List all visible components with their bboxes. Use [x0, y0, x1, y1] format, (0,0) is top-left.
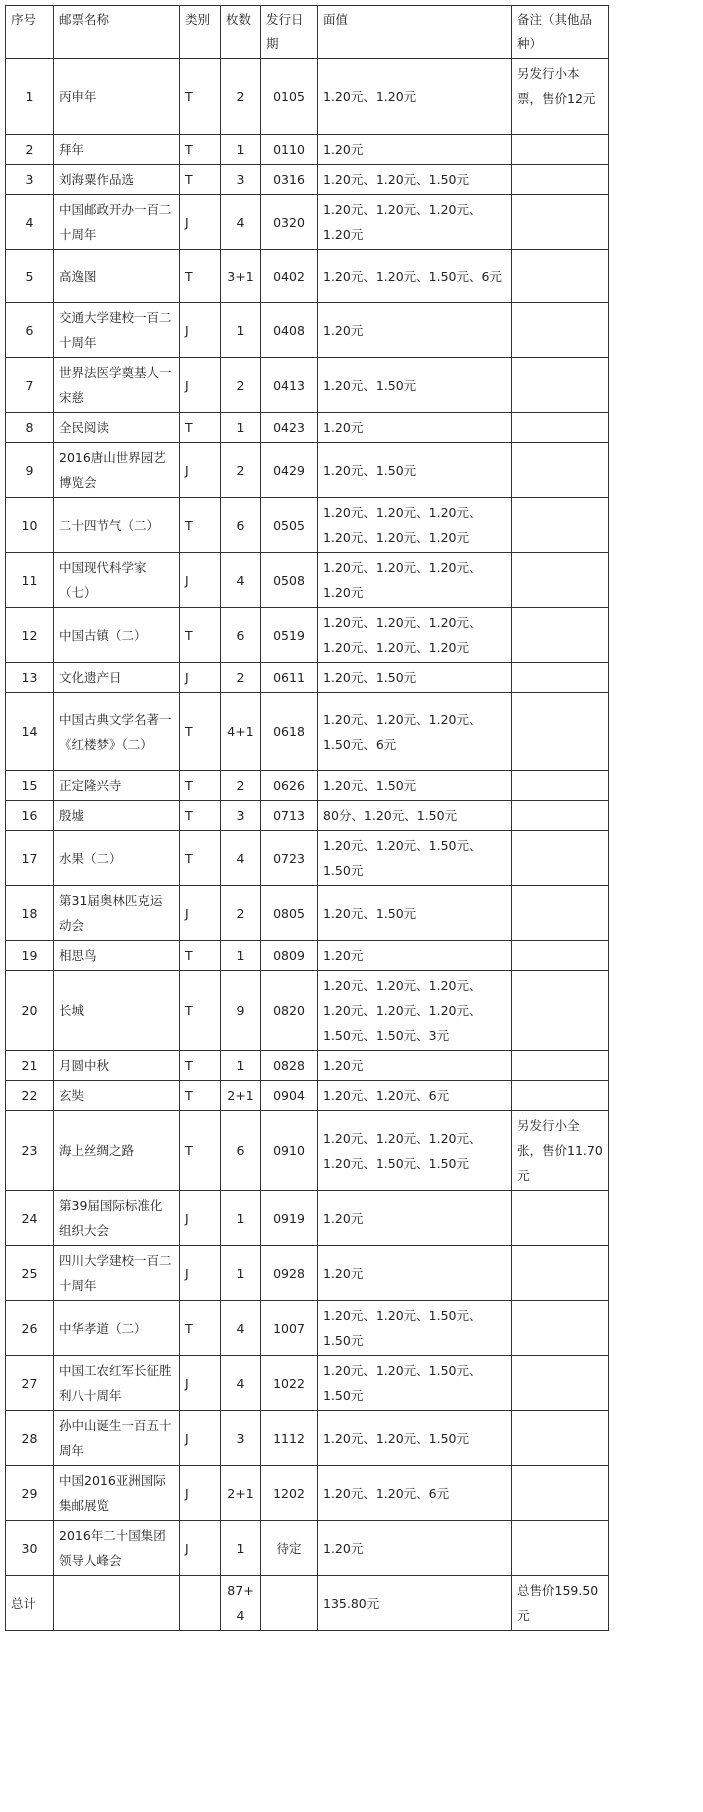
cell-type: T	[180, 250, 221, 303]
cell-name: 正定隆兴寺	[54, 771, 180, 801]
cell-count: 3+1	[221, 250, 261, 303]
cell-seq: 5	[6, 250, 54, 303]
total-label: 总计	[6, 1576, 54, 1631]
cell-note	[512, 771, 609, 801]
cell-note	[512, 358, 609, 413]
table-row	[6, 886, 609, 941]
cell-face: 1.20元、1.50元	[318, 886, 512, 941]
cell-note: 另发行小全张，售价11.70元	[512, 1111, 609, 1191]
cell-date: 0316	[261, 165, 318, 195]
cell-name: 2016年二十国集团领导人峰会	[54, 1521, 180, 1576]
cell-name: 中国工农红军长征胜利八十周年	[54, 1356, 180, 1411]
cell-face: 1.20元、1.20元、1.50元、6元	[318, 250, 512, 303]
cell-count: 9	[221, 971, 261, 1051]
cell-type: T	[180, 941, 221, 971]
cell-note	[512, 608, 609, 663]
cell-type: T	[180, 165, 221, 195]
total-date	[261, 1576, 318, 1631]
cell-note	[512, 1466, 609, 1521]
cell-face: 1.20元、1.20元、1.20元、1.20元、1.50元、1.50元	[318, 1111, 512, 1191]
cell-seq: 26	[6, 1301, 54, 1356]
table-row	[6, 303, 609, 358]
cell-date: 0105	[261, 59, 318, 135]
cell-face: 1.20元、1.20元、1.20元、1.20元、1.20元、1.20元、1.50元、1.50元、3元	[318, 971, 512, 1051]
cell-date: 0402	[261, 250, 318, 303]
cell-face: 1.20元	[318, 1191, 512, 1246]
table-row	[6, 771, 609, 801]
cell-type: T	[180, 1051, 221, 1081]
cell-seq: 7	[6, 358, 54, 413]
cell-note	[512, 165, 609, 195]
cell-name: 海上丝绸之路	[54, 1111, 180, 1191]
cell-note	[512, 886, 609, 941]
cell-name: 月圆中秋	[54, 1051, 180, 1081]
cell-seq: 8	[6, 413, 54, 443]
cell-type: T	[180, 498, 221, 553]
cell-type: T	[180, 1081, 221, 1111]
cell-date: 1112	[261, 1411, 318, 1466]
cell-name: 中国邮政开办一百二十周年	[54, 195, 180, 250]
cell-seq: 30	[6, 1521, 54, 1576]
table-row	[6, 971, 609, 1051]
table-row	[6, 165, 609, 195]
cell-type: J	[180, 1191, 221, 1246]
table-row	[6, 1191, 609, 1246]
cell-name: 第39届国际标准化组织大会	[54, 1191, 180, 1246]
cell-date: 0519	[261, 608, 318, 663]
cell-seq: 27	[6, 1356, 54, 1411]
cell-count: 3	[221, 1411, 261, 1466]
cell-face: 1.20元、1.20元、1.50元	[318, 1411, 512, 1466]
cell-seq: 1	[6, 59, 54, 135]
cell-note	[512, 443, 609, 498]
cell-count: 2	[221, 663, 261, 693]
cell-name: 第31届奥林匹克运动会	[54, 886, 180, 941]
cell-date: 0505	[261, 498, 318, 553]
cell-face: 1.20元	[318, 413, 512, 443]
cell-face: 1.20元、1.20元、1.20元、1.20元、1.20元、1.20元	[318, 498, 512, 553]
cell-seq: 16	[6, 801, 54, 831]
total-name	[54, 1576, 180, 1631]
cell-name: 水果（二）	[54, 831, 180, 886]
cell-seq: 21	[6, 1051, 54, 1081]
cell-count: 1	[221, 303, 261, 358]
cell-type: T	[180, 1301, 221, 1356]
cell-face: 1.20元、1.20元、1.20元、1.50元、6元	[318, 693, 512, 771]
cell-face: 1.20元、1.50元	[318, 358, 512, 413]
cell-date: 0413	[261, 358, 318, 413]
table-row	[6, 801, 609, 831]
table-row	[6, 1301, 609, 1356]
cell-face: 1.20元、1.20元、6元	[318, 1081, 512, 1111]
cell-seq: 18	[6, 886, 54, 941]
cell-type: J	[180, 443, 221, 498]
cell-name: 殷墟	[54, 801, 180, 831]
table-row	[6, 1466, 609, 1521]
cell-name: 四川大学建校一百二十周年	[54, 1246, 180, 1301]
header-seq: 序号	[6, 6, 54, 59]
table-row	[6, 498, 609, 553]
cell-face: 1.20元、1.20元、1.20元、1.20元、1.20元、1.20元	[318, 608, 512, 663]
cell-count: 1	[221, 413, 261, 443]
cell-count: 2	[221, 443, 261, 498]
total-count: 87+4	[221, 1576, 261, 1631]
cell-count: 3	[221, 165, 261, 195]
cell-note	[512, 971, 609, 1051]
cell-date: 0828	[261, 1051, 318, 1081]
cell-name: 中华孝道（二）	[54, 1301, 180, 1356]
cell-type: J	[180, 303, 221, 358]
cell-date: 0910	[261, 1111, 318, 1191]
cell-note	[512, 413, 609, 443]
table-body	[6, 59, 609, 1576]
cell-face: 1.20元、1.20元、1.50元、1.50元	[318, 1356, 512, 1411]
cell-name: 拜年	[54, 135, 180, 165]
cell-face: 1.20元、1.50元	[318, 443, 512, 498]
cell-count: 2	[221, 358, 261, 413]
cell-type: T	[180, 59, 221, 135]
total-row	[6, 1576, 609, 1631]
cell-type: T	[180, 693, 221, 771]
cell-count: 2+1	[221, 1081, 261, 1111]
cell-count: 6	[221, 608, 261, 663]
cell-note	[512, 801, 609, 831]
table-row	[6, 693, 609, 771]
cell-type: T	[180, 971, 221, 1051]
table-row	[6, 1081, 609, 1111]
cell-name: 孙中山诞生一百五十周年	[54, 1411, 180, 1466]
table-row	[6, 1111, 609, 1191]
cell-type: T	[180, 831, 221, 886]
cell-seq: 9	[6, 443, 54, 498]
table-row	[6, 195, 609, 250]
cell-note	[512, 303, 609, 358]
cell-seq: 11	[6, 553, 54, 608]
cell-date: 0723	[261, 831, 318, 886]
cell-name: 交通大学建校一百二十周年	[54, 303, 180, 358]
cell-count: 4+1	[221, 693, 261, 771]
cell-count: 1	[221, 1051, 261, 1081]
table-row	[6, 608, 609, 663]
total-type	[180, 1576, 221, 1631]
cell-name: 中国古镇（二）	[54, 608, 180, 663]
table-row	[6, 135, 609, 165]
cell-name: 中国2016亚洲国际集邮展览	[54, 1466, 180, 1521]
cell-face: 1.20元	[318, 1246, 512, 1301]
cell-type: J	[180, 195, 221, 250]
cell-note	[512, 1411, 609, 1466]
cell-count: 2+1	[221, 1466, 261, 1521]
cell-date: 0320	[261, 195, 318, 250]
cell-face: 1.20元	[318, 941, 512, 971]
cell-name: 丙申年	[54, 59, 180, 135]
cell-note	[512, 1081, 609, 1111]
cell-face: 1.20元	[318, 1521, 512, 1576]
cell-name: 世界法医学奠基人一宋慈	[54, 358, 180, 413]
cell-date: 1202	[261, 1466, 318, 1521]
cell-face: 1.20元、1.50元	[318, 771, 512, 801]
cell-seq: 6	[6, 303, 54, 358]
cell-face: 1.20元、1.20元、1.50元、1.50元	[318, 831, 512, 886]
cell-type: T	[180, 771, 221, 801]
stamp-issue-table	[5, 5, 609, 1631]
cell-note	[512, 1301, 609, 1356]
cell-type: J	[180, 886, 221, 941]
cell-date: 0805	[261, 886, 318, 941]
cell-date: 0508	[261, 553, 318, 608]
cell-seq: 15	[6, 771, 54, 801]
cell-type: T	[180, 1111, 221, 1191]
cell-seq: 28	[6, 1411, 54, 1466]
cell-seq: 25	[6, 1246, 54, 1301]
cell-seq: 24	[6, 1191, 54, 1246]
cell-seq: 22	[6, 1081, 54, 1111]
cell-date: 0809	[261, 941, 318, 971]
cell-count: 2	[221, 771, 261, 801]
cell-name: 长城	[54, 971, 180, 1051]
table-row	[6, 358, 609, 413]
cell-seq: 2	[6, 135, 54, 165]
cell-face: 1.20元、1.20元、1.20元、1.20元	[318, 553, 512, 608]
table-row	[6, 553, 609, 608]
header-type: 类别	[180, 6, 221, 59]
cell-seq: 20	[6, 971, 54, 1051]
cell-type: T	[180, 608, 221, 663]
cell-face: 80分、1.20元、1.50元	[318, 801, 512, 831]
cell-name: 二十四节气（二）	[54, 498, 180, 553]
total-note: 总售价159.50元	[512, 1576, 609, 1631]
cell-seq: 4	[6, 195, 54, 250]
cell-face: 1.20元、1.20元、1.50元	[318, 165, 512, 195]
cell-name: 2016唐山世界园艺博览会	[54, 443, 180, 498]
cell-type: J	[180, 358, 221, 413]
cell-date: 0408	[261, 303, 318, 358]
table-row	[6, 663, 609, 693]
header-row	[6, 6, 609, 59]
cell-count: 1	[221, 1246, 261, 1301]
cell-note	[512, 135, 609, 165]
table-row	[6, 1521, 609, 1576]
cell-name: 玄奘	[54, 1081, 180, 1111]
table-row	[6, 1246, 609, 1301]
total-face: 135.80元	[318, 1576, 512, 1631]
cell-date: 0626	[261, 771, 318, 801]
table-row	[6, 1356, 609, 1411]
cell-note	[512, 498, 609, 553]
cell-face: 1.20元、1.50元	[318, 663, 512, 693]
table-row	[6, 831, 609, 886]
cell-face: 1.20元、1.20元、1.50元、1.50元	[318, 1301, 512, 1356]
cell-type: J	[180, 663, 221, 693]
cell-date: 0919	[261, 1191, 318, 1246]
cell-face: 1.20元	[318, 303, 512, 358]
cell-seq: 19	[6, 941, 54, 971]
cell-note	[512, 941, 609, 971]
cell-count: 6	[221, 1111, 261, 1191]
cell-seq: 14	[6, 693, 54, 771]
cell-count: 1	[221, 941, 261, 971]
table-row	[6, 59, 609, 135]
cell-date: 1007	[261, 1301, 318, 1356]
cell-note	[512, 195, 609, 250]
cell-date: 0713	[261, 801, 318, 831]
cell-count: 1	[221, 135, 261, 165]
cell-count: 4	[221, 195, 261, 250]
cell-date: 1022	[261, 1356, 318, 1411]
cell-type: J	[180, 1411, 221, 1466]
cell-date: 0423	[261, 413, 318, 443]
table-row	[6, 443, 609, 498]
cell-type: J	[180, 1356, 221, 1411]
table-row	[6, 941, 609, 971]
cell-type: J	[180, 1521, 221, 1576]
cell-seq: 10	[6, 498, 54, 553]
cell-note	[512, 663, 609, 693]
cell-note	[512, 1246, 609, 1301]
table-row	[6, 1411, 609, 1466]
cell-face: 1.20元、1.20元	[318, 59, 512, 135]
cell-note: 另发行小本票，售价12元	[512, 59, 609, 135]
header-name: 邮票名称	[54, 6, 180, 59]
cell-date: 0429	[261, 443, 318, 498]
cell-type: T	[180, 135, 221, 165]
cell-name: 相思鸟	[54, 941, 180, 971]
cell-date: 0904	[261, 1081, 318, 1111]
table-row	[6, 250, 609, 303]
cell-count: 2	[221, 886, 261, 941]
cell-seq: 17	[6, 831, 54, 886]
cell-type: T	[180, 413, 221, 443]
cell-note	[512, 831, 609, 886]
cell-name: 高逸图	[54, 250, 180, 303]
cell-note	[512, 1051, 609, 1081]
cell-name: 中国古典文学名著一《红楼梦》（二）	[54, 693, 180, 771]
cell-name: 中国现代科学家（七）	[54, 553, 180, 608]
cell-type: J	[180, 1246, 221, 1301]
header-date: 发行日期	[261, 6, 318, 59]
cell-count: 6	[221, 498, 261, 553]
cell-count: 1	[221, 1191, 261, 1246]
table-row	[6, 413, 609, 443]
cell-face: 1.20元	[318, 1051, 512, 1081]
cell-count: 1	[221, 1521, 261, 1576]
cell-note	[512, 1356, 609, 1411]
cell-date: 0928	[261, 1246, 318, 1301]
cell-count: 4	[221, 1356, 261, 1411]
cell-note	[512, 693, 609, 771]
cell-face: 1.20元、1.20元、1.20元、1.20元	[318, 195, 512, 250]
cell-seq: 3	[6, 165, 54, 195]
cell-note	[512, 1521, 609, 1576]
cell-count: 4	[221, 1301, 261, 1356]
cell-name: 刘海粟作品选	[54, 165, 180, 195]
cell-name: 文化遗产日	[54, 663, 180, 693]
header-count: 枚数	[221, 6, 261, 59]
cell-type: J	[180, 553, 221, 608]
cell-seq: 13	[6, 663, 54, 693]
table-row	[6, 1051, 609, 1081]
cell-type: J	[180, 1466, 221, 1521]
header-note: 备注（其他品种）	[512, 6, 609, 59]
cell-count: 2	[221, 59, 261, 135]
cell-note	[512, 250, 609, 303]
cell-seq: 12	[6, 608, 54, 663]
cell-date: 待定	[261, 1521, 318, 1576]
cell-date: 0618	[261, 693, 318, 771]
cell-date: 0110	[261, 135, 318, 165]
cell-face: 1.20元、1.20元、6元	[318, 1466, 512, 1521]
cell-date: 0611	[261, 663, 318, 693]
cell-count: 4	[221, 831, 261, 886]
cell-name: 全民阅读	[54, 413, 180, 443]
cell-date: 0820	[261, 971, 318, 1051]
cell-count: 3	[221, 801, 261, 831]
cell-type: T	[180, 801, 221, 831]
cell-face: 1.20元	[318, 135, 512, 165]
cell-count: 4	[221, 553, 261, 608]
cell-seq: 23	[6, 1111, 54, 1191]
cell-note	[512, 553, 609, 608]
header-face: 面值	[318, 6, 512, 59]
cell-note	[512, 1191, 609, 1246]
cell-seq: 29	[6, 1466, 54, 1521]
